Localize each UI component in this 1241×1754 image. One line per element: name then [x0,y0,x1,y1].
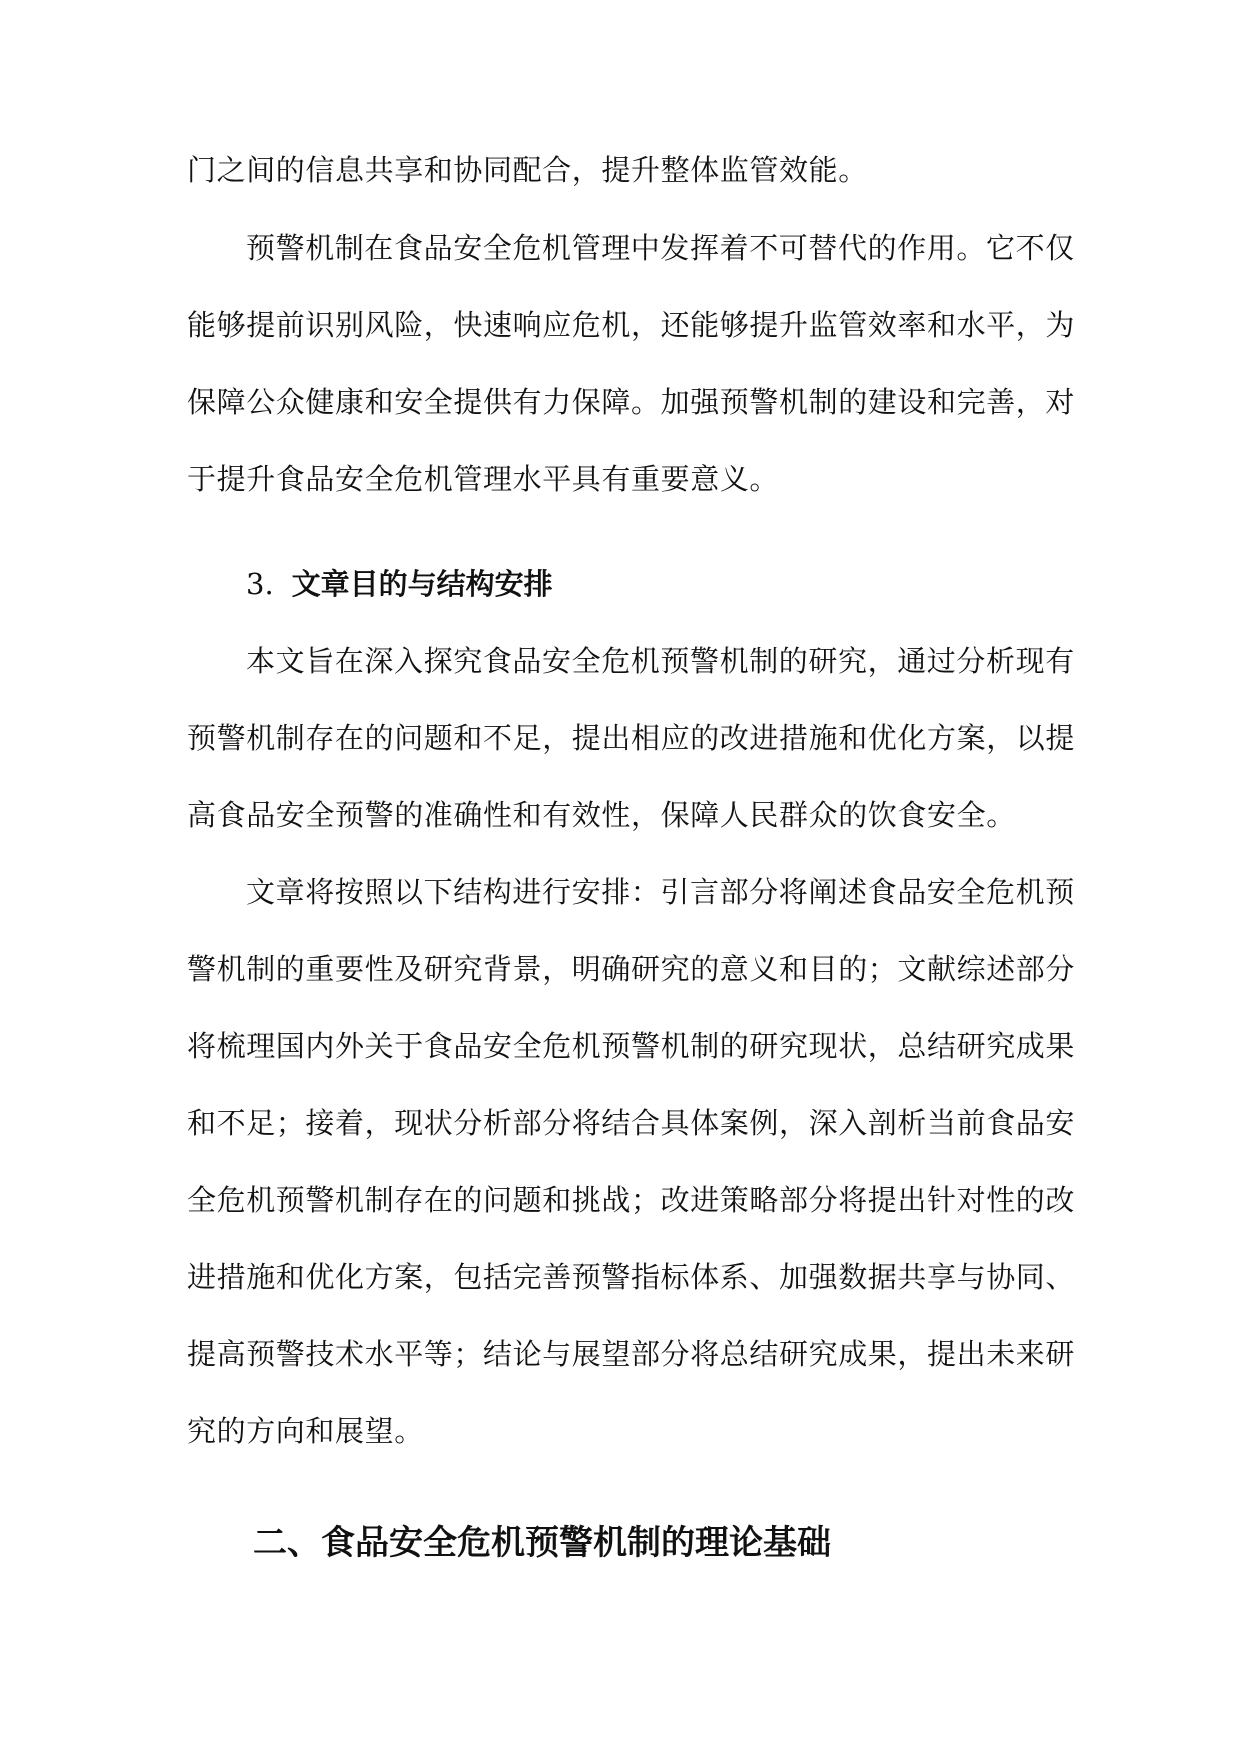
paragraph-line: 文章将按照以下结构进行安排：引言部分将阐述食品安全危机预 [246,875,1075,909]
paragraph-line: 本文旨在深入探究食品安全危机预警机制的研究，通过分析现有 [246,644,1075,678]
paragraph-line: 保障公众健康和安全提供有力保障。加强预警机制的建设和完善，对 [187,385,1076,419]
paragraph-line: 全危机预警机制存在的问题和挑战；改进策略部分将提出针对性的改 [187,1183,1076,1217]
paragraph-line: 门之间的信息共享和协同配合，提升整体监管效能。 [187,153,868,187]
paragraph-line: 预警机制存在的问题和不足，提出相应的改进措施和优化方案，以提 [187,721,1076,755]
section-title: 文章目的与结构安排 [291,567,553,601]
section-heading [246,564,553,604]
chapter-heading: 二、食品安全危机预警机制的理论基础 [253,1523,831,1563]
paragraph-line: 高食品安全预警的准确性和有效性，保障人民群众的饮食安全。 [187,798,1016,832]
paragraph-line: 提高预警技术水平等；结论与展望部分将总结研究成果，提出未来研 [187,1337,1076,1371]
paragraph-line: 进措施和优化方案，包括完善预警指标体系、加强数据共享与协同、 [187,1260,1076,1294]
paragraph-line: 究的方向和展望。 [187,1414,424,1448]
paragraph-line: 将梳理国内外关于食品安全危机预警机制的研究现状，总结研究成果 [187,1029,1076,1063]
paragraph-line: 于提升食品安全危机管理水平具有重要意义。 [187,462,780,496]
paragraph-line: 和不足；接着，现状分析部分将结合具体案例，深入剖析当前食品安 [187,1106,1076,1140]
paragraph-line: 预警机制在食品安全危机管理中发挥着不可替代的作用。它不仅 [246,231,1075,265]
section-number: 3. [246,567,274,601]
paragraph-line: 警机制的重要性及研究背景，明确研究的意义和目的；文献综述部分 [187,952,1076,986]
paragraph-line: 能够提前识别风险，快速响应危机，还能够提升监管效率和水平，为 [187,308,1076,342]
